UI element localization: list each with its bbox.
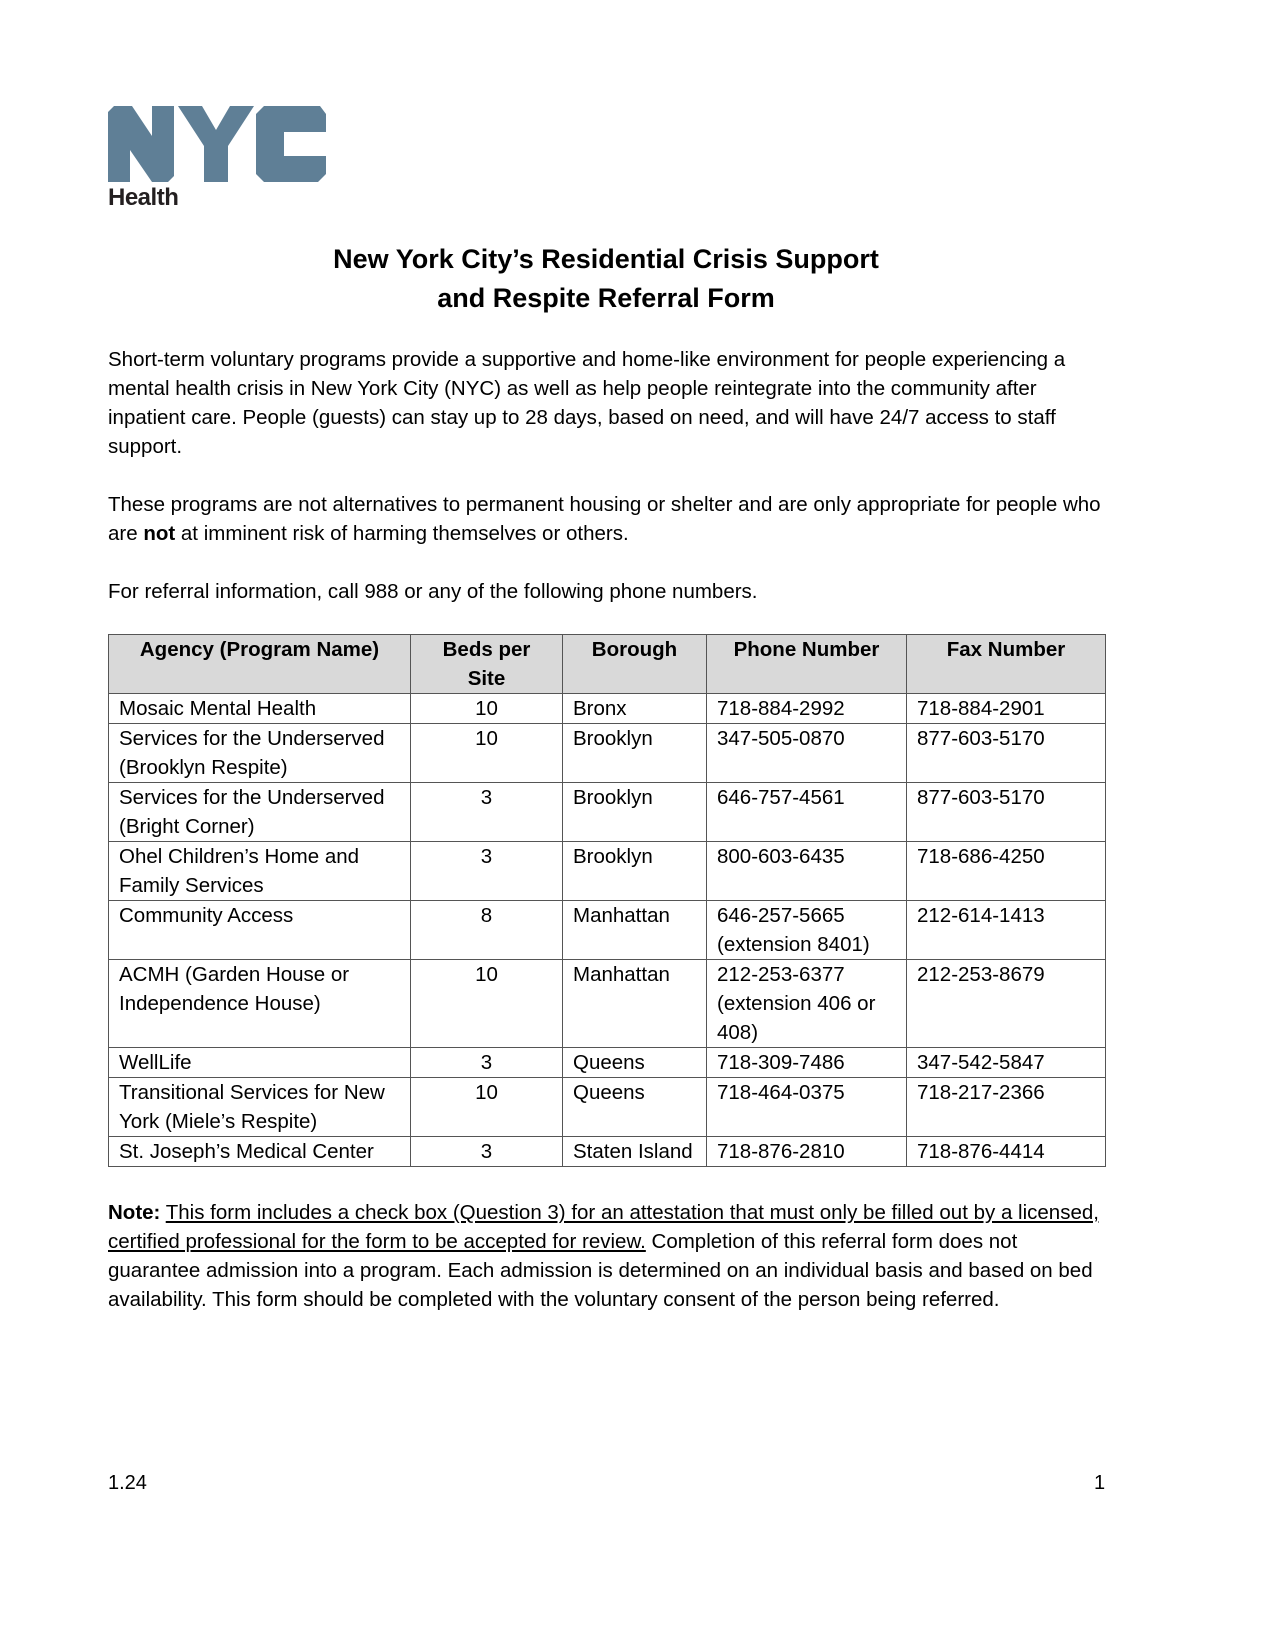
- table-cell: 718-884-2901: [907, 694, 1106, 724]
- column-header: Fax Number: [907, 635, 1106, 694]
- table-cell: 646-257-5665 (extension 8401): [707, 901, 907, 960]
- table-cell: Staten Island: [563, 1137, 707, 1167]
- table-cell: Bronx: [563, 694, 707, 724]
- nyc-logo-icon: [108, 106, 328, 182]
- intro-paragraph: Short-term voluntary programs provide a supportive and home-like environment for people experiencing a mental health crisis in New York City (NYC) as well as help people reintegrate into the community after inpatient care. People (guests) can stay up to 28 days, based on need, and will have 24/7 access to staff support.: [108, 348, 1066, 458]
- referral-paragraph: For referral information, call 988 or any of the following phone numbers.: [108, 580, 758, 603]
- table-cell: ACMH (Garden House or Independence House): [109, 960, 411, 1048]
- table-cell: 718-309-7486: [707, 1048, 907, 1078]
- table-cell: 10: [411, 694, 563, 724]
- table-row: [109, 783, 1106, 842]
- table-cell: St. Joseph’s Medical Center: [109, 1137, 411, 1167]
- note-label: Note:: [108, 1201, 161, 1224]
- column-header: Phone Number: [707, 635, 907, 694]
- table-row: [109, 694, 1106, 724]
- table-row: [109, 960, 1106, 1048]
- notice-paragraph: [108, 490, 1108, 548]
- column-header: Agency (Program Name): [109, 635, 411, 694]
- table-cell: Brooklyn: [563, 724, 707, 783]
- table-cell: 718-884-2992: [707, 694, 907, 724]
- agency-table: [108, 634, 1106, 1167]
- table-cell: 347-505-0870: [707, 724, 907, 783]
- table-row: [109, 1137, 1106, 1167]
- table-cell: Community Access: [109, 901, 411, 960]
- note-rest: Completion of this referral form does not guarantee admission into a program. Each admission is determined on an individual basis and based on bed availability. This form should be completed with the voluntary consent of the person being referred.: [108, 1230, 1093, 1311]
- note-paragraph: [108, 1198, 1108, 1314]
- table-cell: 212-253-6377 (extension 406 or 408): [707, 960, 907, 1048]
- table-cell: 347-542-5847: [907, 1048, 1106, 1078]
- table-cell: Services for the Underserved (Bright Corner): [109, 783, 411, 842]
- table-row: [109, 901, 1106, 960]
- table-row: [109, 1078, 1106, 1137]
- table-cell: 718-464-0375: [707, 1078, 907, 1137]
- table-row: [109, 724, 1106, 783]
- notice-bold: not: [143, 522, 176, 545]
- table-cell: 212-253-8679: [907, 960, 1106, 1048]
- table-cell: Services for the Underserved (Brooklyn Respite): [109, 724, 411, 783]
- table-cell: 800-603-6435: [707, 842, 907, 901]
- title-line-2: and Respite Referral Form: [437, 283, 775, 313]
- table-cell: 877-603-5170: [907, 783, 1106, 842]
- page-number: 1: [1094, 1472, 1106, 1494]
- table-row: [109, 842, 1106, 901]
- title-line-1: New York City’s Residential Crisis Support: [333, 244, 879, 274]
- table-cell: 10: [411, 960, 563, 1048]
- table-cell: 3: [411, 1048, 563, 1078]
- table-cell: Brooklyn: [563, 842, 707, 901]
- column-header: Beds per Site: [411, 635, 563, 694]
- notice-text: These programs are not alternatives to permanent housing or shelter and are only appropriate for people who are: [108, 493, 1101, 545]
- version-label: 1.24: [108, 1472, 147, 1494]
- table-cell: 8: [411, 901, 563, 960]
- table-cell: Queens: [563, 1078, 707, 1137]
- table-cell: 10: [411, 1078, 563, 1137]
- table-cell: 646-757-4561: [707, 783, 907, 842]
- table-row: [109, 1048, 1106, 1078]
- table-cell: Queens: [563, 1048, 707, 1078]
- notice-text-end: at imminent risk of harming themselves or others.: [175, 522, 629, 545]
- table-cell: 718-217-2366: [907, 1078, 1106, 1137]
- table-cell: 718-876-4414: [907, 1137, 1106, 1167]
- logo-health-text: Health: [108, 184, 179, 211]
- table-cell: 10: [411, 724, 563, 783]
- table-cell: WellLife: [109, 1048, 411, 1078]
- table-cell: 212-614-1413: [907, 901, 1106, 960]
- table-cell: 3: [411, 842, 563, 901]
- table-cell: 718-686-4250: [907, 842, 1106, 901]
- table-cell: Manhattan: [563, 901, 707, 960]
- table-cell: 3: [411, 1137, 563, 1167]
- table-cell: Manhattan: [563, 960, 707, 1048]
- table-cell: 3: [411, 783, 563, 842]
- nyc-health-logo: [108, 106, 328, 216]
- table-cell: 718-876-2810: [707, 1137, 907, 1167]
- table-cell: 877-603-5170: [907, 724, 1106, 783]
- note-underlined: This form includes a check box (Question 3) for an attestation that must only be filled out by a licensed, certified professional for the form to be accepted for review.: [108, 1201, 1099, 1253]
- table-cell: Ohel Children’s Home and Family Services: [109, 842, 411, 901]
- column-header: Borough: [563, 635, 707, 694]
- page-title: [0, 240, 1212, 318]
- table-cell: Mosaic Mental Health: [109, 694, 411, 724]
- table-cell: Transitional Services for New York (Miele’s Respite): [109, 1078, 411, 1137]
- table-cell: Brooklyn: [563, 783, 707, 842]
